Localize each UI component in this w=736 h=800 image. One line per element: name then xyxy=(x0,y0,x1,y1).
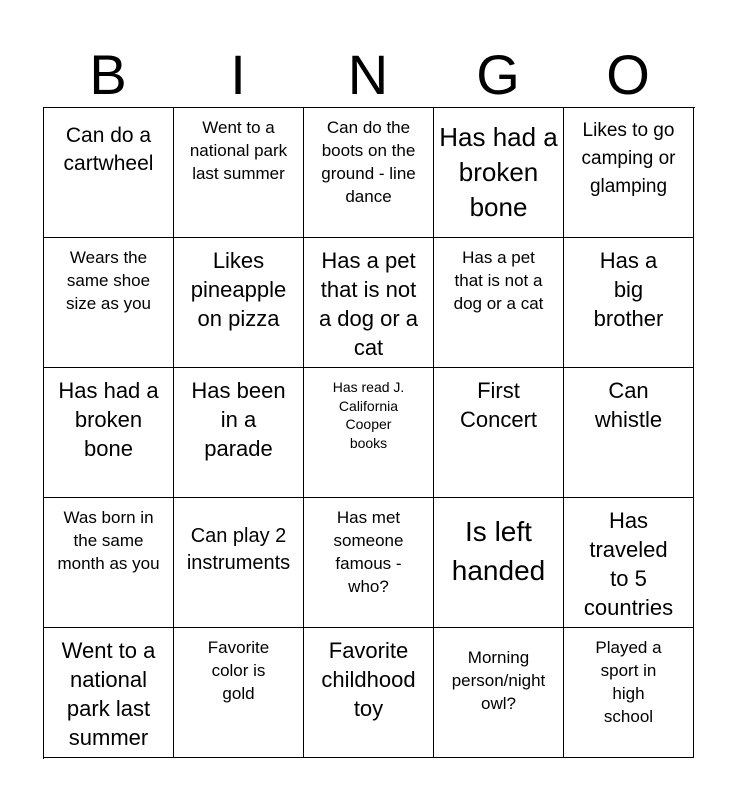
cell-text: Went to a national park last summer xyxy=(189,118,288,183)
cell-text: Wears the same shoe size as you xyxy=(65,248,152,313)
bingo-cell[interactable] xyxy=(44,498,174,628)
cell-text: Can do the boots on the ground - line dance xyxy=(321,118,416,206)
cell-text: First Concert xyxy=(459,378,538,432)
bingo-cell[interactable] xyxy=(564,238,694,368)
cell-text: Has read J. California Cooper books xyxy=(332,379,405,451)
header-letter-n: N xyxy=(347,43,389,106)
bingo-header xyxy=(43,44,693,106)
cell-text: Has a big brother xyxy=(593,248,664,331)
cell-text: Likes pineapple on pizza xyxy=(190,248,287,331)
header-letter-g: G xyxy=(476,43,520,106)
header-letter-b: B xyxy=(89,43,127,106)
bingo-cell[interactable] xyxy=(174,238,304,368)
bingo-cell[interactable] xyxy=(434,238,564,368)
bingo-cell[interactable] xyxy=(434,628,564,758)
cell-text: Morning person/night owl? xyxy=(451,648,546,713)
cell-text: Can whistle xyxy=(594,378,663,432)
header-letter-i: I xyxy=(230,43,246,106)
cell-text: Has a pet that is not a dog or a cat xyxy=(318,248,419,360)
cell-text: Played a sport in high school xyxy=(595,638,662,726)
cell-text: Can do a cartwheel xyxy=(63,124,154,175)
bingo-cell[interactable] xyxy=(564,498,694,628)
bingo-cell[interactable] xyxy=(304,368,434,498)
bingo-cell[interactable] xyxy=(174,108,304,238)
cell-text: Has been in a parade xyxy=(191,378,286,461)
bingo-grid xyxy=(43,107,695,759)
cell-text: Has met someone famous - who? xyxy=(333,508,404,596)
bingo-cell[interactable] xyxy=(304,628,434,758)
bingo-cell[interactable] xyxy=(44,368,174,498)
bingo-cell[interactable] xyxy=(564,368,694,498)
cell-text: Likes to go camping or glamping xyxy=(581,120,676,197)
cell-text: Can play 2 instruments xyxy=(186,525,291,574)
bingo-cell[interactable] xyxy=(304,238,434,368)
cell-text: Has a pet that is not a dog or a cat xyxy=(453,248,544,313)
cell-text: Has had a broken bone xyxy=(58,378,159,461)
cell-text: Is left handed xyxy=(451,516,546,586)
cell-text: Favorite childhood toy xyxy=(321,638,416,721)
header-letter-o: O xyxy=(606,43,650,106)
bingo-cell[interactable] xyxy=(564,628,694,758)
cell-text: Went to a national park last summer xyxy=(61,638,156,750)
cell-text: Favorite color is gold xyxy=(207,638,270,703)
cell-text: Was born in the same month as you xyxy=(57,508,160,573)
cell-text: Has had a broken bone xyxy=(439,122,558,222)
bingo-cell[interactable] xyxy=(434,108,564,238)
bingo-cell[interactable] xyxy=(174,628,304,758)
bingo-cell[interactable] xyxy=(564,108,694,238)
bingo-cell[interactable] xyxy=(44,108,174,238)
bingo-cell[interactable] xyxy=(434,498,564,628)
bingo-cell[interactable] xyxy=(174,498,304,628)
cell-text: Has traveled to 5 countries xyxy=(583,508,674,620)
bingo-cell[interactable] xyxy=(434,368,564,498)
bingo-cell[interactable] xyxy=(304,498,434,628)
bingo-cell[interactable] xyxy=(44,628,174,758)
bingo-cell[interactable] xyxy=(304,108,434,238)
bingo-cell[interactable] xyxy=(174,368,304,498)
bingo-cell[interactable] xyxy=(44,238,174,368)
